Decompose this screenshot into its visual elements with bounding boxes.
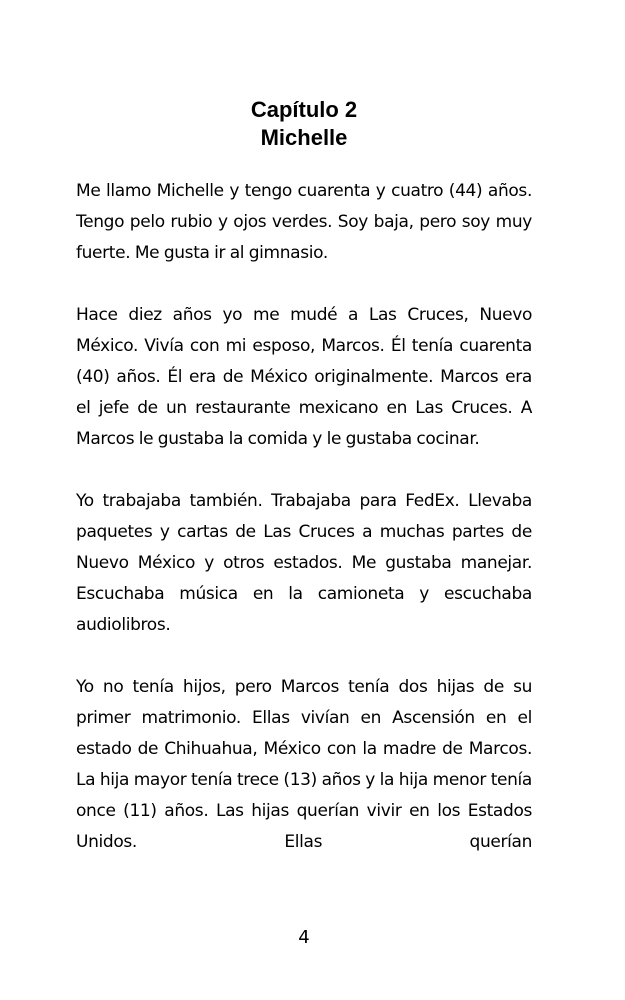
paragraph: Me llamo Michelle y tengo cuarenta y cuatro (44) años. Tengo pelo rubio y ojos verdes. Soy baja, pero soy muy fuerte. Me gusta ir al gimnasio. (76, 181, 532, 263)
chapter-title: Michelle (260, 125, 348, 150)
page-number: 4 (298, 927, 310, 948)
paragraph: Hace diez años yo me mudé a Las Cruces, Nuevo México. Vivía con mi esposo, Marcos. Él tenía cuarenta (40) años. Él era de México originalmente. Marcos era el jefe de un restaurante mexicano en Las Cruces. A Marcos le gustaba la comida y le gustaba cocinar. (76, 305, 532, 449)
body-text (76, 176, 532, 889)
chapter-number: Capítulo 2 (250, 97, 358, 122)
chapter-heading (0, 96, 608, 152)
paragraph: Yo no tenía hijos, pero Marcos tenía dos hijas de su primer matrimonio. Ellas vivían en Ascensión en el estado de Chihuahua, México con la madre de Marcos. La hija mayor tenía trece (13) años y la hija menor tenía once (11) años. Las hijas querían vivir en los Estados Unidos. Ellas querían (76, 677, 532, 852)
paragraph: Yo trabajaba también. Trabajaba para FedEx. Llevaba paquetes y cartas de Las Cruces a muchas partes de Nuevo México y otros estados. Me gustaba manejar. Escuchaba música en la camioneta y escuchaba audiolibros. (76, 491, 532, 635)
